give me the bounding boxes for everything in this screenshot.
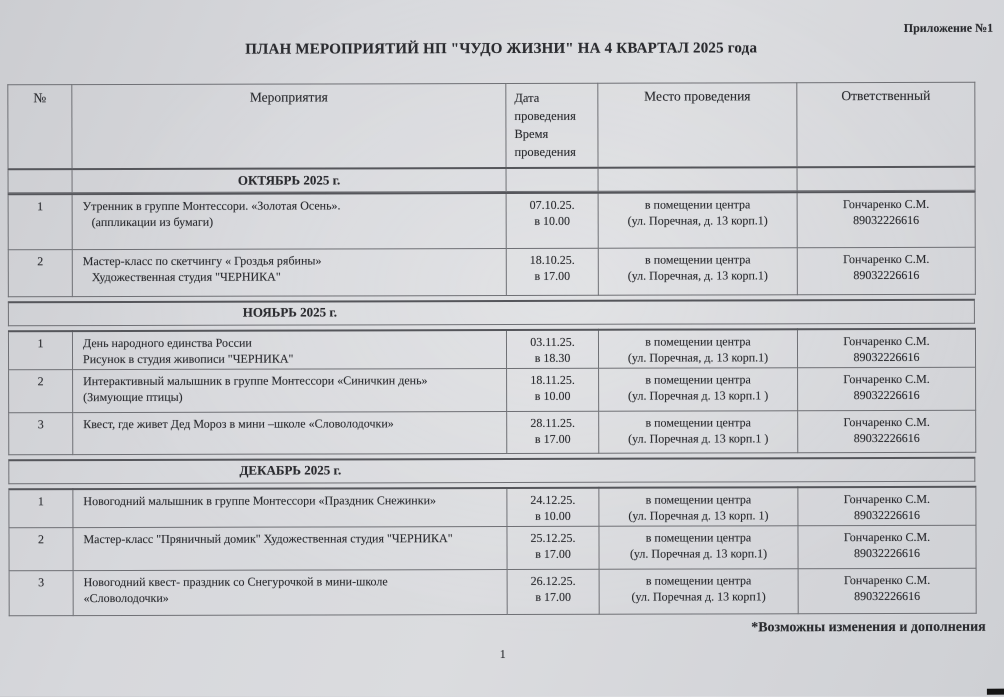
event-place-line: (ул. Поречная д. 13 корп.1 ) (628, 431, 769, 446)
event-date: 26.12.25. (530, 574, 576, 589)
event-time: в 17.00 (535, 546, 571, 561)
page-number: 1 (499, 647, 506, 662)
event-time: в 10.00 (534, 213, 571, 228)
table-header-row (8, 82, 975, 169)
event-place-line: в помещении центра (645, 573, 752, 588)
event-title-line: (Зимующие птицы) (83, 389, 183, 404)
event-time: в 10.00 (535, 508, 571, 523)
table-row (8, 329, 975, 370)
responsible-line: Гончаренко С.М. (843, 492, 931, 507)
event-date: 28.11.25. (530, 415, 575, 431)
responsible-line: 89032226616 (853, 212, 920, 227)
plan-table-header (7, 82, 975, 194)
event-place-line: (ул. Поречная, д. 13 корп.1) (627, 212, 768, 228)
event-date: 24.12.25. (530, 492, 576, 508)
responsible-line: 89032226616 (853, 387, 920, 402)
row-number-cell: 3 (9, 413, 73, 455)
event-place-line: (ул. Поречная д. 13 корп. 1) (628, 508, 769, 523)
event-time: в 10.00 (534, 388, 571, 403)
section-header-row (8, 167, 975, 193)
event-place-line: в помещении центра (645, 530, 752, 545)
date-header-line: Время (514, 127, 549, 142)
event-cell (73, 527, 507, 571)
date-cell (507, 368, 599, 411)
table-row (9, 410, 976, 455)
annex-label: Приложение №1 (903, 20, 994, 35)
event-place-line: (ул. Поречная д. 13 корп1) (631, 589, 766, 604)
column-header-responsible: Ответственный (797, 82, 975, 167)
event-cell (72, 330, 506, 370)
event-place-line: (ул. Поречная д. 13 корп.1 ) (627, 388, 769, 403)
event-title-line: Новогодний малышник в группе Монтессори «Праздник Снежинки» (83, 493, 436, 509)
section-header-label: НОЯЬРЬ 2025 г. (242, 304, 338, 320)
event-title-line: День народного единства России (82, 335, 252, 351)
date-cell (506, 248, 598, 295)
date-cell (507, 411, 599, 453)
page-title: ПЛАН МЕРОПРИЯТИЙ НП "ЧУДО ЖИЗНИ" НА 4 КВАРТАЛ 2025 года (245, 40, 758, 58)
event-title-line: Мастер-класс "Пряничный домик" Художественная студия "ЧЕРНИКА" (83, 531, 453, 547)
responsible-line: Гончаренко С.М. (843, 251, 930, 267)
section-header-label: ОКТЯБРЬ 2025 г. (237, 172, 341, 188)
event-date: 25.12.25. (530, 531, 576, 546)
place-cell (599, 569, 798, 615)
event-place-line: (ул. Поречная, д. 13 корп.1) (627, 267, 768, 283)
event-title-line: Интерактивный малышник в группе Монтессори «Синичкин день» (83, 373, 428, 389)
responsible-line: Гончаренко С.М. (843, 530, 931, 545)
event-cell (73, 369, 507, 413)
column-header-place: Место проведения (598, 83, 797, 168)
place-cell (598, 248, 797, 296)
date-header-line: Дата (514, 90, 540, 105)
event-title-line: Квест, где живет Дед Мороз в мини –школе «Словолодочки» (83, 416, 394, 432)
responsible-cell (797, 192, 975, 248)
date-cell (506, 330, 598, 369)
section-header-cell (72, 168, 506, 193)
table-row (9, 367, 976, 413)
table-row (9, 487, 976, 528)
place-cell (599, 368, 798, 412)
event-title-line: Мастер-класс по скетчингу « Гроздья рябины» (82, 253, 322, 269)
row-number-cell: 2 (9, 528, 73, 571)
event-time: в 17.00 (535, 589, 571, 604)
section-header-band (8, 457, 975, 485)
event-date: 18.10.25. (529, 252, 575, 267)
place-cell (598, 329, 797, 368)
event-title-line: (аппликации из бумаги) (91, 214, 214, 229)
event-place-line: в помещении центра (645, 334, 751, 349)
event-place-line: в помещении центра (645, 415, 751, 430)
responsible-line: 89032226616 (854, 588, 921, 604)
section-rows-table (8, 191, 976, 298)
table-row (9, 526, 976, 572)
responsible-cell (798, 410, 976, 452)
section-header-band (8, 299, 975, 327)
event-time: в 18.30 (534, 350, 571, 365)
scan-corner-artifact (987, 689, 1004, 695)
responsible-line: 89032226616 (853, 349, 920, 364)
event-cell (73, 412, 507, 455)
responsible-line: 89032226616 (853, 267, 920, 282)
event-title-line: Новогодний квест- праздник со Снегурочкой в мини-школе (83, 574, 388, 590)
event-place-line: (ул. Поречная д. 13 корп.1) (629, 546, 768, 561)
responsible-cell (798, 367, 976, 410)
column-header-num: № (8, 85, 72, 170)
event-date: 03.11.25. (530, 334, 575, 349)
responsible-line: Гончаренко С.М. (843, 333, 930, 349)
responsible-cell (797, 329, 975, 368)
table-row (9, 569, 976, 617)
event-date: 07.10.25. (529, 197, 575, 212)
event-cell (72, 193, 506, 250)
date-header-line: проведения (514, 108, 576, 124)
event-time: в 17.00 (534, 268, 571, 283)
responsible-cell (797, 247, 975, 294)
table-row (8, 192, 975, 250)
event-title-line: Художественная студия "ЧЕРНИКА" (91, 269, 281, 284)
footnote: *Возможны изменения и дополнения (751, 620, 986, 636)
row-number-cell: 3 (9, 571, 73, 616)
responsible-line: 89032226616 (854, 545, 921, 561)
event-title-line: «Словолодочки» (83, 590, 169, 606)
place-cell (599, 411, 798, 454)
event-cell (73, 488, 507, 528)
event-cell (72, 248, 506, 296)
responsible-cell (798, 526, 976, 569)
date-header-line: проведения (514, 145, 576, 160)
place-cell (598, 192, 797, 248)
section-header-label: ДЕКАБРЬ 2025 г. (239, 462, 342, 478)
event-place-line: в помещении центра (645, 492, 752, 507)
event-place-line: в помещении центра (644, 197, 751, 212)
row-number-cell: 2 (8, 250, 72, 297)
responsible-line: Гончаренко С.М. (843, 415, 930, 430)
column-header-events: Мероприятия (72, 83, 506, 169)
responsible-line: Гончаренко С.М. (842, 196, 930, 212)
row-number-cell: 1 (8, 331, 72, 370)
column-header-date (506, 83, 598, 168)
responsible-line: Гончаренко С.М. (843, 372, 930, 387)
date-cell (507, 527, 599, 570)
date-cell (506, 193, 598, 249)
section-rows-table (8, 328, 976, 456)
responsible-line: 89032226616 (853, 430, 920, 445)
event-cell (73, 570, 507, 616)
event-time: в 17.00 (534, 431, 571, 446)
responsible-line: Гончаренко С.М. (843, 573, 931, 588)
place-cell (599, 526, 798, 570)
date-cell (507, 570, 599, 615)
table-row (8, 247, 975, 297)
event-title-line: Рисунок в студия живописи "ЧЕРНИКА" (83, 351, 294, 366)
section-rows-table (8, 486, 976, 617)
events-plan-table (7, 82, 975, 617)
responsible-cell (798, 569, 976, 614)
event-title-line: Утренник в группе Монтессори. «Золотая Осень». (82, 198, 341, 214)
row-number-cell: 2 (9, 370, 73, 413)
row-number-cell: 1 (9, 489, 73, 528)
event-date: 18.11.25. (530, 372, 575, 388)
responsible-cell (798, 487, 976, 526)
responsible-line: 89032226616 (853, 507, 920, 522)
row-number-cell: 1 (8, 194, 72, 250)
event-place-line: (ул. Поречная, д. 13 корп.1) (627, 349, 769, 365)
event-place-line: в помещении центра (645, 252, 751, 267)
event-place-line: в помещении центра (645, 372, 751, 387)
place-cell (599, 487, 798, 526)
date-cell (507, 488, 599, 527)
